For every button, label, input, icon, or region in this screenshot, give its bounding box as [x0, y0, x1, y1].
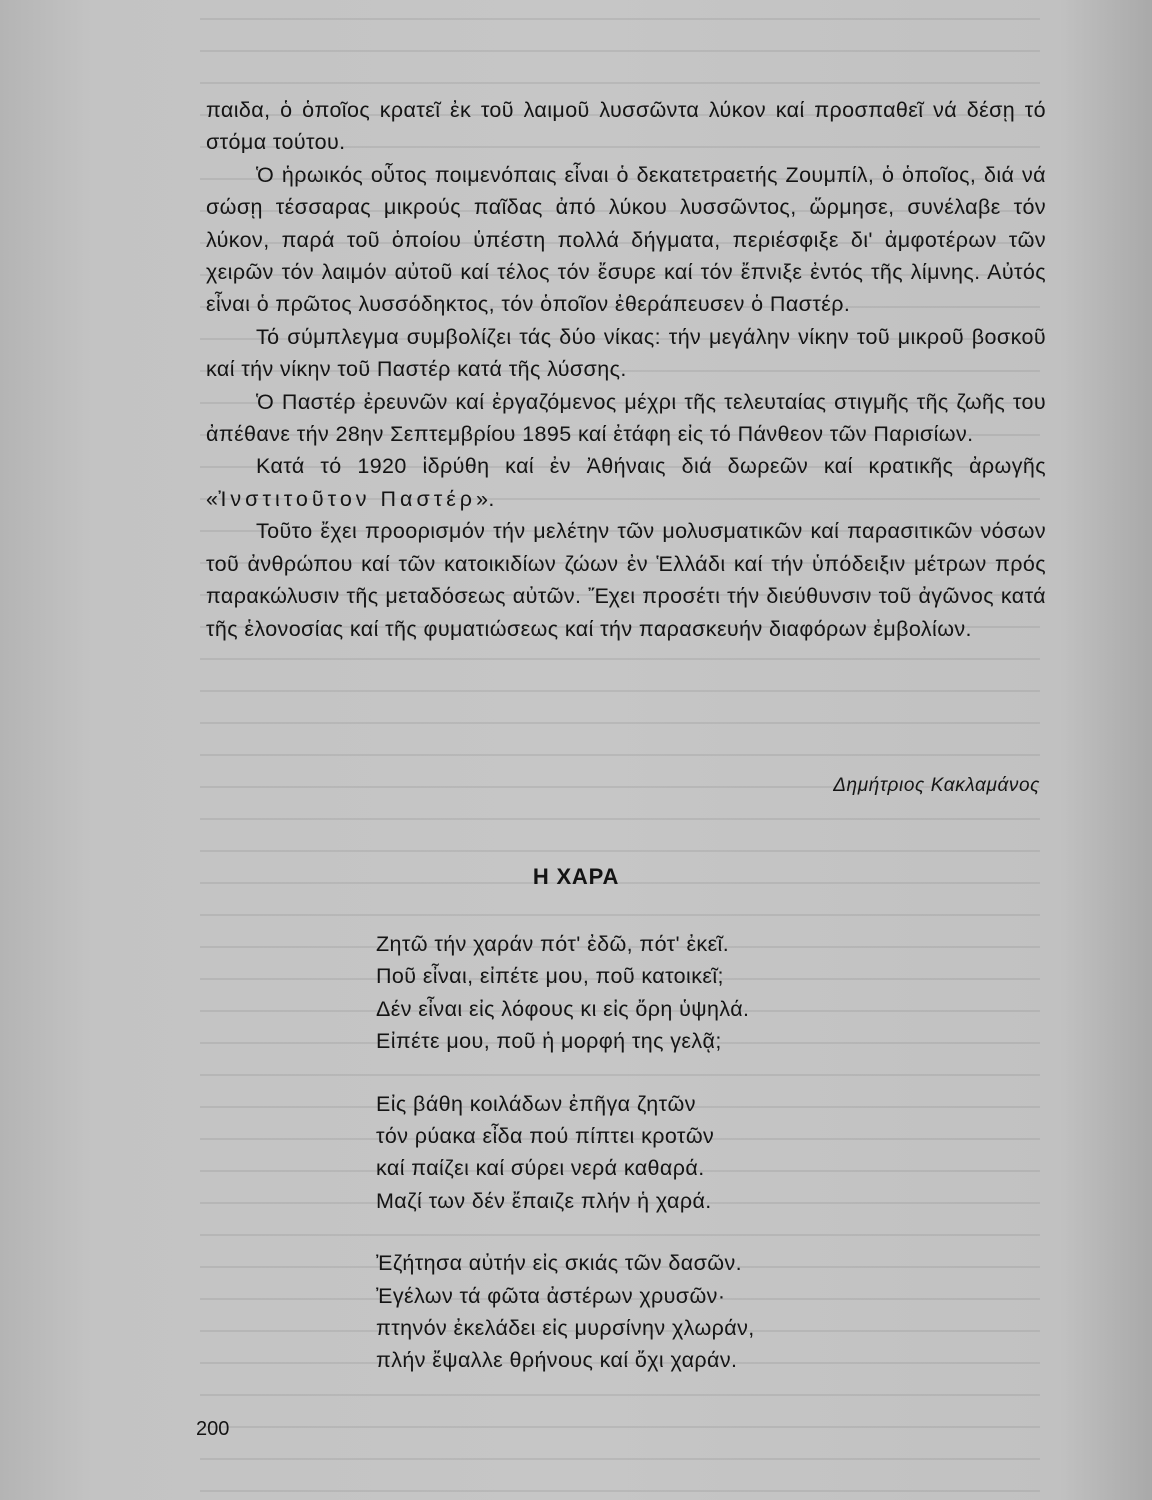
poem-line: Ζητῶ τήν χαράν πότ' ἐδῶ, πότ' ἐκεῖ. — [376, 932, 730, 956]
stanza-1 — [376, 928, 755, 1058]
poem-line: Ἐζήτησα αὐτήν εἰς σκιάς τῶν δασῶν. — [376, 1251, 743, 1276]
paragraph-2: Ὁ ἡρωικός οὗτος ποιμενόπαις εἶναι ὁ δεκατετραετής Ζουμπίλ, ὁ ὁποῖος, διά νά σώσῃ τέσσαρας μικρούς παῖδας ἀπό λύκου λυσσῶντος, ὥρμησε, συνέλαβε τόν λύκον, παρά τοῦ ὁποίου ὑπέστη πολλά δήγματα, περιέσφιξε δι' ἀμφοτέρων τῶν χειρῶν τόν λαιμόν αὐτοῦ καί τέλος τόν ἔσυρε καί τόν ἔπνιξε ἐντός τῆς λίμνης. Αὐτός εἶναι ὁ πρῶτος λυσσόδηκτος, τόν ὁποῖον ἐθεράπευσεν ὁ Παστέρ. — [206, 162, 1046, 317]
poem-line: καί παίζει καί σύρει νερά καθαρά. — [376, 1156, 705, 1181]
poem-line: Ἐγέλων τά φῶτα ἀστέρων χρυσῶν· — [376, 1283, 726, 1308]
paragraph-4: Ὁ Παστέρ ἐρευνῶν καί ἐργαζόμενος μέχρι τῆς τελευταίας στιγμῆς τῆς ζωῆς του ἀπέθανε τήν 28ην Σεπτεμβρίου 1895 καί ἐτάφη εἰς τό Πάνθεον τῶν Παρισίων. — [206, 389, 1046, 447]
poem-title: Η ΧΑΡΑ — [532, 864, 620, 889]
paragraph-5 — [206, 450, 1046, 515]
stanza-3 — [376, 1247, 755, 1377]
paragraph-3: Τό σύμπλεγμα συμβολίζει τάς δύο νίκας: τήν μεγάλην νίκην τοῦ μικροῦ βοσκοῦ καί τήν νίκην τοῦ Παστέρ κατά τῆς λύσσης. — [206, 324, 1046, 382]
poem-body — [376, 928, 755, 1407]
poem-line: πλήν ἔψαλλε θρήνους καί ὄχι χαράν. — [376, 1348, 738, 1373]
poem-line: Εἰπέτε μου, ποῦ ἡ μορφή της γελᾷ; — [376, 1029, 722, 1054]
stanza-2 — [376, 1088, 755, 1218]
page-number: 200 — [196, 1418, 230, 1440]
poem-line: Εἰς βάθη κοιλάδων ἐπῆγα ζητῶν — [376, 1091, 696, 1116]
paragraph-1: παιδα, ὁ ὁποῖος κρατεῖ ἐκ τοῦ λαιμοῦ λυσσῶντα λύκον καί προσπαθεῖ νά δέσῃ τό στόμα τούτου. — [206, 98, 1046, 155]
paragraph-6: Τοῦτο ἔχει προορισμόν τήν μελέτην τῶν μολυσματικῶν καί παρασιτικῶν νόσων τοῦ ἀνθρώπου καί τῶν κατοικιδίων ζώων ἐν Ἑλλάδι καί τήν ὑπόδειξιν μέτρων πρός παρακώλυσιν τῆς μεταδόσεως αὐτῶν. Ἔχει προσέτι τήν διεύθυνσιν τοῦ ἀγῶνος κατά τῆς ἑλονοσίας καί τῆς φυματιώσεως καί τήν παρασκευήν διαφόρων ἐμβολίων. — [206, 519, 1046, 641]
author-signature: Δημήτριος Κακλαμάνος — [833, 775, 1040, 796]
prose-text — [206, 94, 1046, 645]
poem-line: τόν ρύακα εἶδα πού πίπτει κροτῶν — [376, 1124, 715, 1149]
poem-line: Δέν εἶναι εἰς λόφους κι εἰς ὄρη ὑψηλά. — [376, 996, 750, 1021]
institute-name: Ἰνστιτοῦτον Παστέρ — [218, 486, 477, 511]
paragraph-5-start: Κατά τό 1920 ἱδρύθη καί ἐν Ἀθήναις διά δωρεῶν καί κρατικῆς ἀρωγῆς « — [206, 454, 1046, 511]
poem-line: Ποῦ εἶναι, εἰπέτε μου, ποῦ κατοικεῖ; — [376, 964, 724, 989]
poem-line: πτηνόν ἐκελάδει εἰς μυρσίνην χλωράν, — [376, 1316, 755, 1341]
poem-line: Μαζί των δέν ἔπαιζε πλήν ἡ χαρά. — [376, 1188, 712, 1213]
paragraph-5-end: ». — [476, 486, 495, 511]
